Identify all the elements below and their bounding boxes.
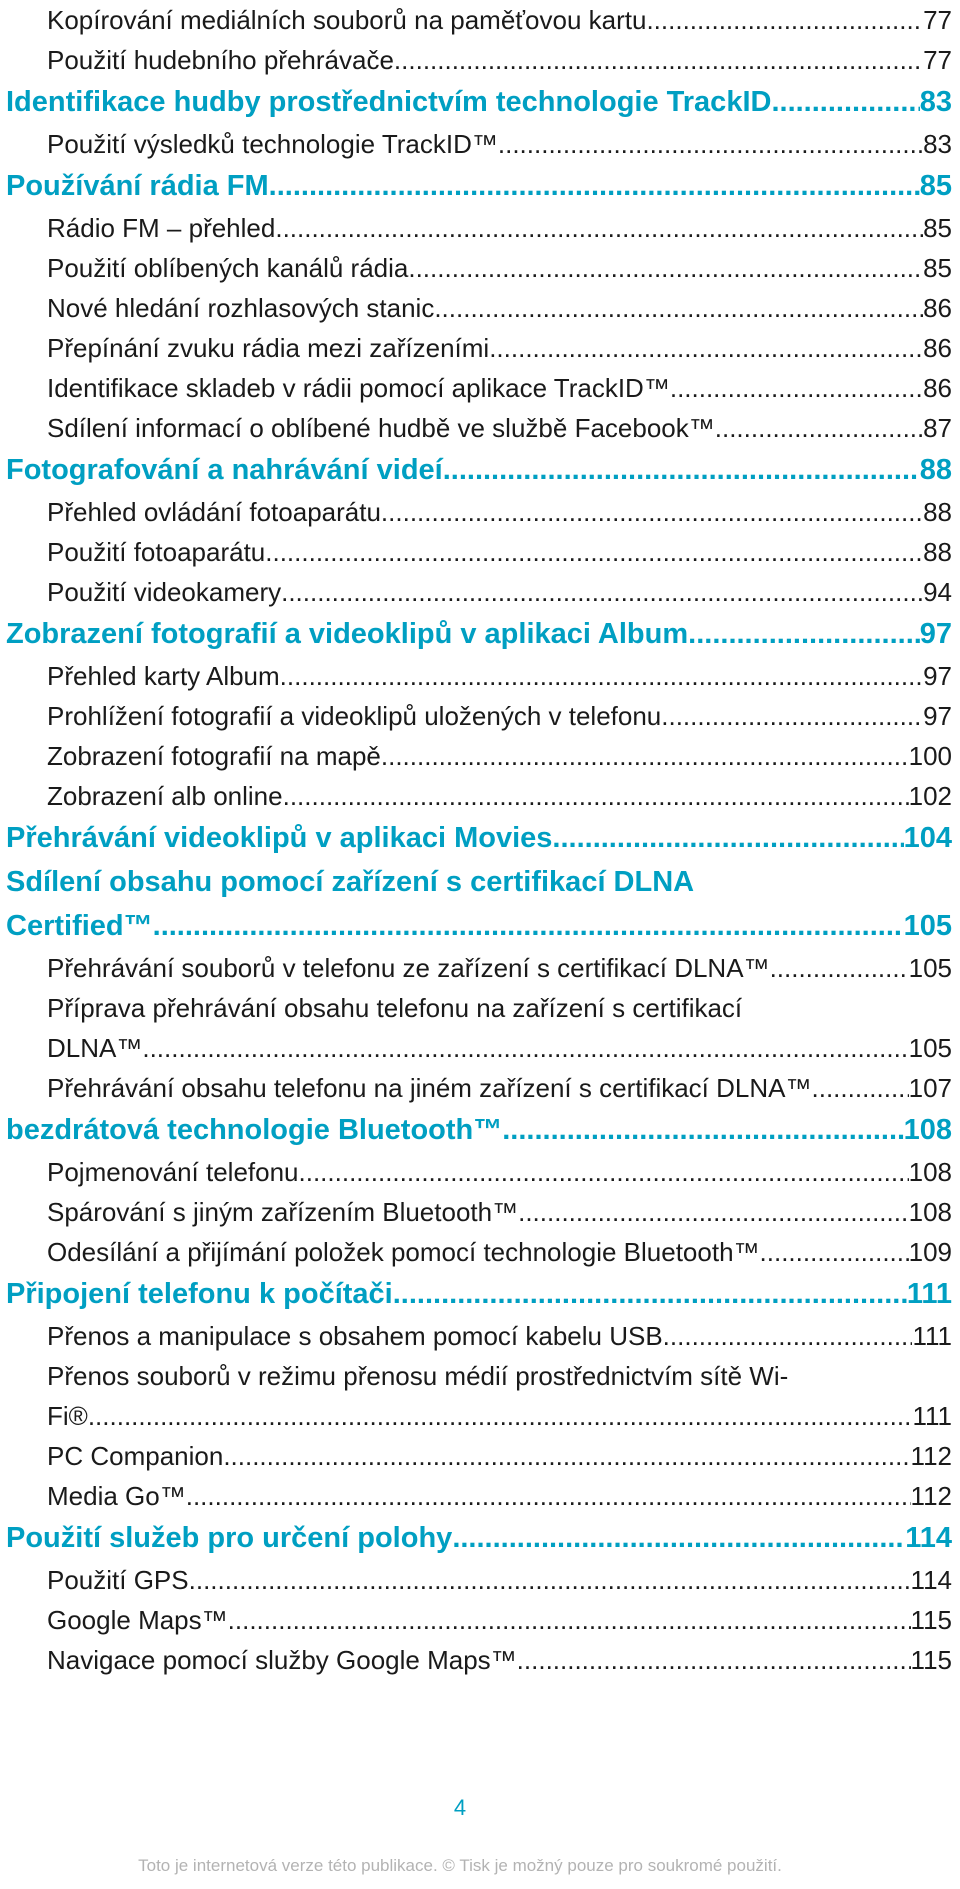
- toc-entry[interactable]: Prohlížení fotografií a videoklipů uložených v telefonu ..... 97: [0, 696, 960, 736]
- toc-entry[interactable]: Použití fotoaparátu ..... 88: [0, 532, 960, 572]
- toc-entry-line[interactable]: Příprava přehrávání obsahu telefonu na zařízení s certifikací: [47, 993, 743, 1023]
- toc-section-heading[interactable]: Použití služeb pro určení polohy ..... 114: [0, 1516, 960, 1560]
- toc-section-heading-line[interactable]: Sdílení obsahu pomocí zařízení s certifikací DLNA: [6, 866, 695, 898]
- footer-note: Toto je internetová verze této publikace. © Tisk je možný pouze pro soukromé použití.: [138, 1856, 782, 1875]
- toc-entry[interactable]: Spárování s jiným zařízením Bluetooth™ ..... 108: [0, 1192, 960, 1232]
- toc-entry[interactable]: Přehrávání souborů v telefonu ze zařízení s certifikací DLNA™ ..... 105: [0, 948, 960, 988]
- toc-section-heading[interactable]: Zobrazení fotografií a videoklipů v aplikaci Album ..... 97: [0, 612, 960, 656]
- toc-section-heading[interactable]: Identifikace hudby prostřednictvím technologie TrackID ..... 83: [0, 80, 960, 124]
- toc-entry[interactable]: Sdílení informací o oblíbené hudbě ve službě Facebook™ ..... 87: [0, 408, 960, 448]
- toc-section-heading[interactable]: Připojení telefonu k počítači ..... 111: [0, 1272, 960, 1316]
- toc-entry[interactable]: Zobrazení fotografií na mapě ..... 100: [0, 736, 960, 776]
- toc-entry[interactable]: Použití GPS ..... 114: [0, 1560, 960, 1600]
- toc-entry[interactable]: Odesílání a přijímání položek pomocí technologie Bluetooth™ ..... 109: [0, 1232, 960, 1272]
- toc-section-heading[interactable]: Používání rádia FM ..... 85: [0, 164, 960, 208]
- toc-entry[interactable]: PC Companion ..... 112: [0, 1436, 960, 1476]
- toc-section-heading[interactable]: Přehrávání videoklipů v aplikaci Movies ..... 104: [0, 816, 960, 860]
- toc-entry[interactable]: Google Maps™ ..... 115: [0, 1600, 960, 1640]
- toc-entry[interactable]: Nové hledání rozhlasových stanic ..... 86: [0, 288, 960, 328]
- toc-entry[interactable]: Přehled ovládání fotoaparátu ..... 88: [0, 492, 960, 532]
- toc-entry[interactable]: Identifikace skladeb v rádii pomocí aplikace TrackID™ ..... 86: [0, 368, 960, 408]
- toc-entry[interactable]: DLNA™ ..... 105: [0, 1028, 960, 1068]
- page-number: 4: [453, 1795, 467, 1820]
- toc-entry[interactable]: Použití videokamery ..... 94: [0, 572, 960, 612]
- toc-entry[interactable]: Pojmenování telefonu ..... 108: [0, 1152, 960, 1192]
- toc-entry[interactable]: Použití hudebního přehrávače ..... 77: [0, 40, 960, 80]
- toc-entry[interactable]: Přehled karty Album ..... 97: [0, 656, 960, 696]
- toc-entry[interactable]: Zobrazení alb online ..... 102: [0, 776, 960, 816]
- toc-entry[interactable]: Přenos a manipulace s obsahem pomocí kabelu USB ..... 111: [0, 1316, 960, 1356]
- toc-entry[interactable]: Media Go™ ..... 112: [0, 1476, 960, 1516]
- toc-entry-line[interactable]: Přenos souborů v režimu přenosu médií prostřednictvím sítě Wi-: [47, 1361, 789, 1391]
- toc-entry[interactable]: Rádio FM – přehled ..... 85: [0, 208, 960, 248]
- toc-entry[interactable]: Přepínání zvuku rádia mezi zařízeními ..... 86: [0, 328, 960, 368]
- toc-entry[interactable]: Použití oblíbených kanálů rádia ..... 85: [0, 248, 960, 288]
- toc-section-heading[interactable]: Fotografování a nahrávání videí ..... 88: [0, 448, 960, 492]
- toc-entry[interactable]: Fi® ..... 111: [0, 1396, 960, 1436]
- toc-section-heading[interactable]: bezdrátová technologie Bluetooth™ ..... 108: [0, 1108, 960, 1152]
- toc-entry[interactable]: Kopírování mediálních souborů na paměťovou kartu ..... 77: [0, 0, 960, 40]
- toc-entry[interactable]: Přehrávání obsahu telefonu na jiném zařízení s certifikací DLNA™ ..... 107: [0, 1068, 960, 1108]
- toc-section-heading[interactable]: Certified™ ..... 105: [0, 904, 960, 948]
- toc-entry[interactable]: Navigace pomocí služby Google Maps™ ..... 115: [0, 1640, 960, 1680]
- toc-entry[interactable]: Použití výsledků technologie TrackID™ ..... 83: [0, 124, 960, 164]
